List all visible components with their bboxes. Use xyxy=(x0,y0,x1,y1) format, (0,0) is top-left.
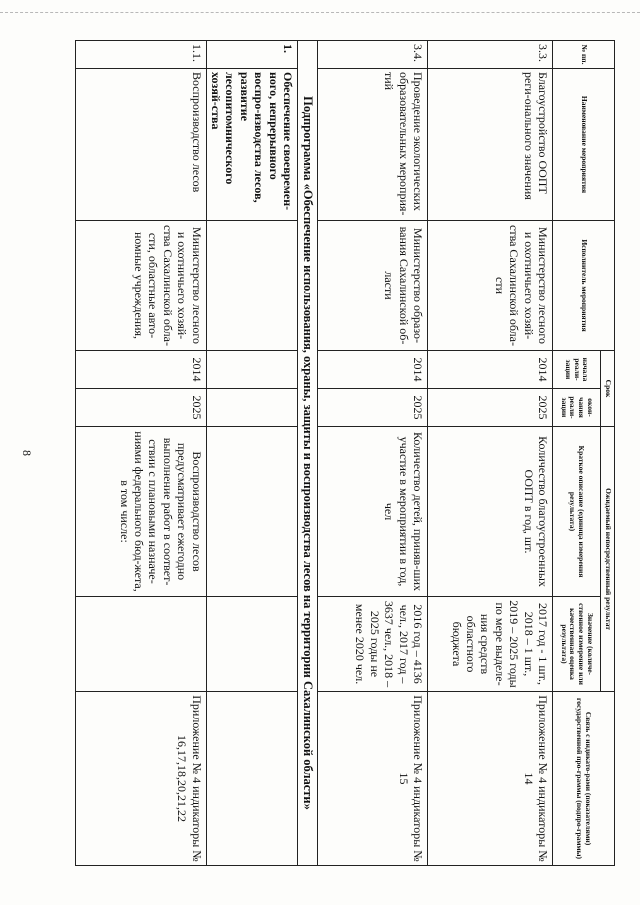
scan-edge-line xyxy=(0,12,640,13)
empty-cell xyxy=(206,389,297,427)
header-link: Связь с индикато-рами (показателями) государственной про-граммы (подпро-граммы) xyxy=(553,692,615,866)
empty-cell xyxy=(206,597,297,692)
header-start: начала реали-зации xyxy=(553,351,601,389)
row-end: 2025 xyxy=(76,389,207,427)
row-num: 3.4. xyxy=(318,41,428,69)
header-num: № пп. xyxy=(553,41,615,69)
table-row xyxy=(76,41,207,866)
row-value xyxy=(76,597,207,692)
row-desc: Количество благоустроенных ООПТ в год, шт. xyxy=(428,427,553,597)
row-end: 2025 xyxy=(318,389,428,427)
row-desc: Воспроизводство лесов предусматривает ежегодно выполнение работ в соответ-ствии с плановыми назначе-ниями федерального бюд-жета, в том числе: xyxy=(76,427,207,597)
row-num: 1. xyxy=(206,41,297,69)
empty-cell xyxy=(206,692,297,866)
subprogram-title: Подпрограмма «Обеспечение использования, охраны, защиты и воспроизводства лесов на территории Сахалинской области» xyxy=(298,41,318,866)
row-start: 2014 xyxy=(428,351,553,389)
row-link: Приложение № 4 индикаторы № 15 xyxy=(318,692,428,866)
row-name: Проведение экологических образовательных мероприя-тий xyxy=(318,69,428,221)
row-value: 2016 год – 4136 чел., 2017 год – 3637 чел., 2018 – 2025 годы не менее 2020 чел. xyxy=(318,597,428,692)
empty-cell xyxy=(206,221,297,351)
row-name: Обеспечение своевремен-ного, непрерывного воспро-изводства лесов, развитие лесопитомнического хозяй-ства xyxy=(206,69,297,221)
row-link: Приложение № 4 индикаторы № 16,17,18,20,21,22 xyxy=(76,692,207,866)
row-start: 2014 xyxy=(76,351,207,389)
row-start: 2014 xyxy=(318,351,428,389)
rotated-table-wrapper xyxy=(75,40,615,865)
row-executor: Министерство лесного и охотничьего хозяй-ства Сахалинской обла-сти, областные авто-номные учреждения, xyxy=(76,221,207,351)
page-number: 8 xyxy=(20,450,34,456)
header-term: Срок xyxy=(601,351,615,427)
row-end: 2025 xyxy=(428,389,553,427)
row-num: 3.3. xyxy=(428,41,553,69)
header-value: Значение (количе-ственное измерение или качественная оценка результата) xyxy=(553,597,601,692)
empty-cell xyxy=(206,351,297,389)
row-desc: Количество детей, приняв-ших участие в мероприятии в год, чел xyxy=(318,427,428,597)
empty-cell xyxy=(206,427,297,597)
table-row xyxy=(428,41,553,866)
row-name: Воспроизводство лесов xyxy=(76,69,207,221)
row-name: Благоустройство ООПТ реги-онального значения xyxy=(428,69,553,221)
activities-table xyxy=(75,40,615,866)
header-desc: Краткое описание (единица измерения результата) xyxy=(553,427,601,597)
table-row xyxy=(318,41,428,866)
header-executor: Исполнитель мероприятия xyxy=(553,221,615,351)
row-num: 1.1. xyxy=(76,41,207,69)
table-row xyxy=(206,41,297,866)
row-value: 2017 год - 1 шт., 2018 – 1 шт., 2019 – 2025 годы по мере выделе-ния средств областного бюджета xyxy=(428,597,553,692)
row-executor: Министерство лесного и охотничьего хозяй-ства Сахалинской обла-сти xyxy=(428,221,553,351)
header-name: Наименование мероприятия xyxy=(553,69,615,221)
subprogram-row xyxy=(298,41,318,866)
header-expected: Ожидаемый непосредственный результат xyxy=(601,427,615,692)
header-end: окон-чания реали-зации xyxy=(553,389,601,427)
row-executor: Министерство образо-вания Сахалинской об-ласти xyxy=(318,221,428,351)
row-link: Приложение № 4 индикаторы № 14 xyxy=(428,692,553,866)
